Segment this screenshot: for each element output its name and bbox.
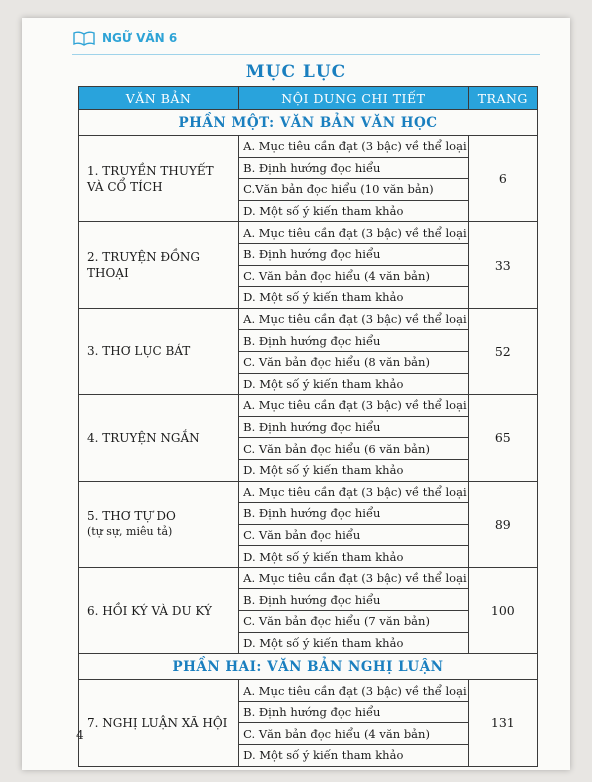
- genre-label-line-2: VÀ CỔ TÍCH: [87, 179, 163, 194]
- content-item: D. Một số ý kiến tham khảo: [239, 745, 469, 767]
- content-item: C. Văn bản đọc hiểu (4 văn bản): [239, 265, 469, 287]
- book-icon: [72, 30, 96, 46]
- content-item: C. Văn bản đọc hiểu: [239, 524, 469, 546]
- content-item: D. Một số ý kiến tham khảo: [239, 459, 469, 481]
- genre-cell: [79, 395, 239, 481]
- content-item: C. Văn bản đọc hiểu (8 văn bản): [239, 351, 469, 373]
- genre-cell: [79, 567, 239, 653]
- content-item: D. Một số ý kiến tham khảo: [239, 546, 469, 568]
- column-header-noi-dung: NỘI DUNG CHI TIẾT: [239, 87, 469, 110]
- content-item: B. Định hướng đọc hiểu: [239, 157, 469, 179]
- content-item: B. Định hướng đọc hiểu: [239, 701, 469, 723]
- genre-sublabel: (tự sự, miêu tả): [87, 525, 173, 539]
- table-row: [79, 680, 538, 702]
- content-item: A. Mục tiêu cần đạt (3 bậc) về thể loại: [239, 136, 469, 158]
- content-item: A. Mục tiêu cần đạt (3 bậc) về thể loại: [239, 481, 469, 503]
- page-cell: 33: [468, 222, 537, 308]
- content-item: C. Văn bản đọc hiểu (6 văn bản): [239, 438, 469, 460]
- page-cell: 131: [468, 680, 537, 766]
- section-title: PHẦN MỘT: VĂN BẢN VĂN HỌC: [79, 110, 538, 136]
- content-item: A. Mục tiêu cần đạt (3 bậc) về thể loại: [239, 308, 469, 330]
- table-row: [79, 567, 538, 589]
- content-item: C. Văn bản đọc hiểu (4 văn bản): [239, 723, 469, 745]
- genre-cell: [79, 136, 239, 222]
- content-item: B. Định hướng đọc hiểu: [239, 243, 469, 265]
- content-item: B. Định hướng đọc hiểu: [239, 503, 469, 525]
- content-item: A. Mục tiêu cần đạt (3 bậc) về thể loại: [239, 222, 469, 244]
- content-item: D. Một số ý kiến tham khảo: [239, 200, 469, 222]
- page-cell: 6: [468, 136, 537, 222]
- page-number: 4: [76, 728, 84, 742]
- page-title: MỤC LỤC: [245, 62, 347, 82]
- genre-label: 4. TRUYỆN NGẮN: [87, 430, 200, 445]
- content-item: B. Định hướng đọc hiểu: [239, 330, 469, 352]
- table-row: [79, 308, 538, 330]
- book-title: NGỮ VĂN 6: [102, 31, 178, 45]
- running-header: [72, 30, 177, 46]
- page-cell: 100: [468, 567, 537, 653]
- section-row: [79, 110, 538, 136]
- header-divider: [72, 54, 540, 55]
- column-header-trang: TRANG: [468, 87, 537, 110]
- content-item: A. Mục tiêu cần đạt (3 bậc) về thể loại: [239, 567, 469, 589]
- genre-cell: [79, 481, 239, 567]
- genre-cell: [79, 680, 239, 766]
- table-header-row: [79, 87, 538, 110]
- column-header-van-ban: VĂN BẢN: [79, 87, 239, 110]
- genre-label: 5. THƠ TỰ DO: [87, 509, 176, 524]
- page-cell: 65: [468, 395, 537, 481]
- table-row: [79, 395, 538, 417]
- genre-label: 6. HỒI KÝ VÀ DU KÝ: [87, 603, 212, 618]
- toc-table: [78, 86, 538, 767]
- content-item: A. Mục tiêu cần đạt (3 bậc) về thể loại: [239, 680, 469, 702]
- content-item: B. Định hướng đọc hiểu: [239, 589, 469, 611]
- content-item: D. Một số ý kiến tham khảo: [239, 287, 469, 309]
- genre-cell: [79, 222, 239, 308]
- content-item: B. Định hướng đọc hiểu: [239, 416, 469, 438]
- content-item: C. Văn bản đọc hiểu (7 văn bản): [239, 611, 469, 633]
- table-row: [79, 481, 538, 503]
- content-item: D. Một số ý kiến tham khảo: [239, 373, 469, 395]
- document-page: [22, 18, 570, 770]
- genre-label: 7. NGHỊ LUẬN XÃ HỘI: [87, 715, 228, 730]
- table-row: [79, 222, 538, 244]
- table-row: [79, 136, 538, 158]
- content-item: D. Một số ý kiến tham khảo: [239, 632, 469, 654]
- page-cell: 52: [468, 308, 537, 394]
- content-item: C.Văn bản đọc hiểu (10 văn bản): [239, 179, 469, 201]
- genre-label: 3. THƠ LỤC BÁT: [87, 344, 191, 359]
- genre-label: 1. TRUYỀN THUYẾT: [87, 163, 214, 178]
- section-row: [79, 654, 538, 680]
- genre-label: 2. TRUYỆN ĐỒNG THOẠI: [87, 250, 201, 281]
- content-item: A. Mục tiêu cần đạt (3 bậc) về thể loại: [239, 395, 469, 417]
- genre-cell: [79, 308, 239, 394]
- page-cell: 89: [468, 481, 537, 567]
- section-title: PHẦN HAI: VĂN BẢN NGHỊ LUẬN: [79, 654, 538, 680]
